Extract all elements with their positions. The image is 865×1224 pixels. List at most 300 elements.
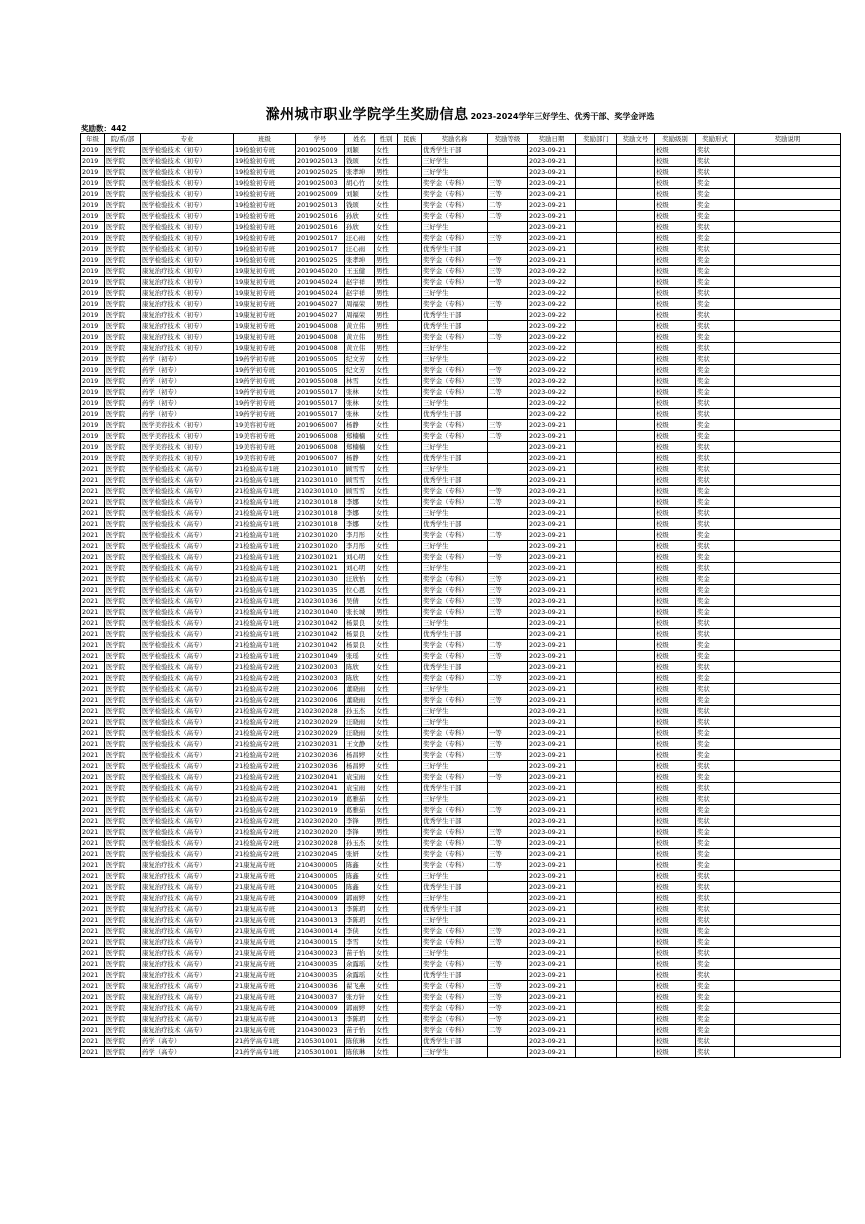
- cell-award-name: 奖学金（专科）: [422, 1014, 488, 1025]
- cell-award-tier: 校级: [655, 211, 696, 222]
- cell-award-level: [488, 717, 528, 728]
- cell-class: 21检验高专2班: [234, 783, 296, 794]
- cell-major: 康复治疗技术（初专）: [141, 299, 234, 310]
- cell-name: 位心恩: [345, 585, 375, 596]
- cell-major: 医学检验技术（高专）: [141, 486, 234, 497]
- cell-award-doc-no: [617, 288, 655, 299]
- cell-gender: 女性: [375, 1003, 398, 1014]
- cell-gender: 女性: [375, 222, 398, 233]
- cell-ethnicity: [398, 189, 422, 200]
- cell-ethnicity: [398, 387, 422, 398]
- cell-award-doc-no: [617, 805, 655, 816]
- cell-gender: 女性: [375, 519, 398, 530]
- cell-award-name: 奖学金（专科）: [422, 486, 488, 497]
- cell-name: 胡心竹: [345, 178, 375, 189]
- cell-ethnicity: [398, 849, 422, 860]
- cell-gender: 男性: [375, 167, 398, 178]
- table-row: [81, 354, 841, 365]
- cell-award-form: 奖金: [696, 827, 735, 838]
- cell-award-tier: 校级: [655, 827, 696, 838]
- cell-award-department: [576, 453, 617, 464]
- table-row: [81, 255, 841, 266]
- cell-award-tier: 校级: [655, 222, 696, 233]
- cell-ethnicity: [398, 838, 422, 849]
- cell-award-note: [735, 145, 841, 156]
- cell-award-note: [735, 695, 841, 706]
- cell-ethnicity: [398, 145, 422, 156]
- column-header-grade: 年级: [81, 134, 105, 145]
- cell-name: 孙欣: [345, 211, 375, 222]
- cell-major: 医学检验技术（高专）: [141, 475, 234, 486]
- table-row: [81, 200, 841, 211]
- cell-award-form: 奖状: [696, 717, 735, 728]
- cell-award-tier: 校级: [655, 1003, 696, 1014]
- cell-award-department: [576, 827, 617, 838]
- cell-award-note: [735, 376, 841, 387]
- cell-department: 医学院: [105, 838, 141, 849]
- cell-gender: 女性: [375, 420, 398, 431]
- cell-grade: 2021: [81, 992, 105, 1003]
- cell-award-tier: 校级: [655, 849, 696, 860]
- cell-ethnicity: [398, 772, 422, 783]
- cell-major: 医学检验技术（初专）: [141, 167, 234, 178]
- cell-award-name: 三好学生: [422, 915, 488, 926]
- cell-grade: 2021: [81, 794, 105, 805]
- cell-award-doc-no: [617, 948, 655, 959]
- title-subtitle: 2023-2024学年三好学生、优秀干部、奖学金评选: [470, 112, 655, 121]
- cell-ethnicity: [398, 970, 422, 981]
- cell-award-department: [576, 618, 617, 629]
- cell-student-id: 2104300015: [296, 937, 345, 948]
- column-header-student-id: 学号: [296, 134, 345, 145]
- cell-major: 医学检验技术（高专）: [141, 519, 234, 530]
- cell-award-date: 2023-09-21: [528, 959, 576, 970]
- cell-major: 医学检验技术（高专）: [141, 783, 234, 794]
- table-row: [81, 563, 841, 574]
- cell-student-id: 2102302028: [296, 838, 345, 849]
- cell-award-tier: 校级: [655, 409, 696, 420]
- cell-class: 21检验高专1班: [234, 497, 296, 508]
- cell-major: 医学检验技术（高专）: [141, 761, 234, 772]
- cell-department: 医学院: [105, 915, 141, 926]
- cell-award-doc-no: [617, 431, 655, 442]
- cell-award-date: 2023-09-21: [528, 222, 576, 233]
- cell-award-doc-no: [617, 464, 655, 475]
- cell-student-id: 2102302036: [296, 761, 345, 772]
- cell-award-name: 三好学生: [422, 343, 488, 354]
- cell-name: 汪心雨: [345, 244, 375, 255]
- cell-award-note: [735, 739, 841, 750]
- cell-gender: 女性: [375, 244, 398, 255]
- cell-award-name: 三好学生: [422, 706, 488, 717]
- cell-award-date: 2023-09-21: [528, 717, 576, 728]
- cell-award-date: 2023-09-21: [528, 167, 576, 178]
- cell-grade: 2021: [81, 849, 105, 860]
- cell-gender: 女性: [375, 662, 398, 673]
- cell-name: 李娜: [345, 508, 375, 519]
- cell-name: 黄立伟: [345, 321, 375, 332]
- cell-award-department: [576, 431, 617, 442]
- cell-award-doc-no: [617, 332, 655, 343]
- cell-award-name: 三好学生: [422, 508, 488, 519]
- cell-award-department: [576, 189, 617, 200]
- cell-class: 21检验高专2班: [234, 706, 296, 717]
- cell-award-date: 2023-09-21: [528, 607, 576, 618]
- cell-class: 19康复初专班: [234, 299, 296, 310]
- cell-grade: 2021: [81, 552, 105, 563]
- cell-award-tier: 校级: [655, 618, 696, 629]
- cell-award-level: 二等: [488, 673, 528, 684]
- cell-major: 康复治疗技术（高专）: [141, 915, 234, 926]
- cell-award-doc-no: [617, 926, 655, 937]
- cell-student-id: 2019045024: [296, 277, 345, 288]
- cell-award-tier: 校级: [655, 783, 696, 794]
- cell-major: 康复治疗技术（高专）: [141, 948, 234, 959]
- cell-name: 陈鑫: [345, 882, 375, 893]
- cell-major: 药学（初专）: [141, 365, 234, 376]
- cell-award-name: 优秀学生干部: [422, 662, 488, 673]
- cell-award-department: [576, 596, 617, 607]
- cell-department: 医学院: [105, 1047, 141, 1058]
- cell-award-department: [576, 222, 617, 233]
- cell-name: 王文静: [345, 739, 375, 750]
- cell-major: 医学检验技术（高专）: [141, 596, 234, 607]
- cell-award-level: 二等: [488, 200, 528, 211]
- cell-award-note: [735, 431, 841, 442]
- cell-award-form: 奖金: [696, 255, 735, 266]
- cell-major: 康复治疗技术（高专）: [141, 959, 234, 970]
- table-row: [81, 596, 841, 607]
- cell-award-form: 奖金: [696, 497, 735, 508]
- cell-department: 医学院: [105, 596, 141, 607]
- cell-award-level: [488, 310, 528, 321]
- cell-grade: 2019: [81, 255, 105, 266]
- cell-award-level: 二等: [488, 805, 528, 816]
- cell-name: 黄立伟: [345, 332, 375, 343]
- cell-award-tier: 校级: [655, 530, 696, 541]
- cell-major: 医学检验技术（高专）: [141, 794, 234, 805]
- cell-name: 郭雨婷: [345, 1003, 375, 1014]
- cell-award-date: 2023-09-21: [528, 750, 576, 761]
- cell-award-form: 奖金: [696, 926, 735, 937]
- cell-award-department: [576, 156, 617, 167]
- cell-award-name: 优秀学生干部: [422, 310, 488, 321]
- cell-award-department: [576, 904, 617, 915]
- cell-student-id: 2102301042: [296, 618, 345, 629]
- cell-gender: 女性: [375, 189, 398, 200]
- cell-award-name: 奖学金（专科）: [422, 211, 488, 222]
- cell-award-doc-no: [617, 673, 655, 684]
- cell-grade: 2021: [81, 519, 105, 530]
- cell-gender: 女性: [375, 145, 398, 156]
- cell-gender: 女性: [375, 684, 398, 695]
- cell-award-note: [735, 365, 841, 376]
- cell-award-level: 三等: [488, 739, 528, 750]
- cell-ethnicity: [398, 266, 422, 277]
- cell-award-level: 三等: [488, 574, 528, 585]
- cell-award-name: 奖学金（专科）: [422, 299, 488, 310]
- cell-award-note: [735, 508, 841, 519]
- cell-award-tier: 校级: [655, 937, 696, 948]
- cell-ethnicity: [398, 618, 422, 629]
- table-row: [81, 299, 841, 310]
- cell-award-tier: 校级: [655, 772, 696, 783]
- table-row: [81, 827, 841, 838]
- cell-award-level: 一等: [488, 255, 528, 266]
- cell-name: 张妍: [345, 849, 375, 860]
- table-row: [81, 420, 841, 431]
- cell-class: 21康复高专班: [234, 948, 296, 959]
- cell-student-id: 2104300005: [296, 860, 345, 871]
- cell-department: 医学院: [105, 167, 141, 178]
- cell-award-form: 奖状: [696, 706, 735, 717]
- cell-gender: 女性: [375, 937, 398, 948]
- cell-award-note: [735, 761, 841, 772]
- cell-award-date: 2023-09-21: [528, 431, 576, 442]
- cell-department: 医学院: [105, 266, 141, 277]
- table-row: [81, 926, 841, 937]
- cell-ethnicity: [398, 1025, 422, 1036]
- cell-department: 医学院: [105, 156, 141, 167]
- cell-department: 医学院: [105, 948, 141, 959]
- cell-award-doc-no: [617, 838, 655, 849]
- cell-gender: 男性: [375, 255, 398, 266]
- cell-award-doc-no: [617, 761, 655, 772]
- cell-award-name: 奖学金（专科）: [422, 574, 488, 585]
- cell-name: 王玉健: [345, 266, 375, 277]
- cell-award-department: [576, 640, 617, 651]
- cell-award-doc-no: [617, 783, 655, 794]
- cell-award-department: [576, 332, 617, 343]
- cell-award-form: 奖状: [696, 156, 735, 167]
- cell-award-doc-no: [617, 387, 655, 398]
- cell-award-note: [735, 948, 841, 959]
- cell-award-doc-no: [617, 497, 655, 508]
- cell-class: 21检验高专1班: [234, 596, 296, 607]
- cell-name: 张方针: [345, 992, 375, 1003]
- cell-award-level: 三等: [488, 992, 528, 1003]
- cell-gender: 女性: [375, 618, 398, 629]
- cell-award-department: [576, 464, 617, 475]
- table-row: [81, 1036, 841, 1047]
- table-row: [81, 431, 841, 442]
- cell-award-name: 三好学生: [422, 156, 488, 167]
- table-row: [81, 376, 841, 387]
- cell-award-form: 奖状: [696, 783, 735, 794]
- cell-major: 康复治疗技术（高专）: [141, 1025, 234, 1036]
- cell-award-note: [735, 310, 841, 321]
- cell-award-doc-no: [617, 882, 655, 893]
- table-row: [81, 145, 841, 156]
- cell-major: 医学检验技术（高专）: [141, 805, 234, 816]
- column-header-award-date: 奖励日期: [528, 134, 576, 145]
- cell-award-note: [735, 640, 841, 651]
- cell-student-id: 2102301010: [296, 464, 345, 475]
- cell-grade: 2021: [81, 629, 105, 640]
- cell-class: 19康复初专班: [234, 310, 296, 321]
- cell-award-name: 奖学金（专科）: [422, 959, 488, 970]
- cell-grade: 2021: [81, 750, 105, 761]
- cell-award-level: 三等: [488, 233, 528, 244]
- cell-gender: 女性: [375, 233, 398, 244]
- cell-class: 19康复初专班: [234, 343, 296, 354]
- cell-award-doc-no: [617, 772, 655, 783]
- cell-award-tier: 校级: [655, 992, 696, 1003]
- cell-name: 陈鑫: [345, 871, 375, 882]
- cell-class: 19药学初专班: [234, 409, 296, 420]
- cell-award-form: 奖金: [696, 805, 735, 816]
- cell-ethnicity: [398, 508, 422, 519]
- cell-name: 赵宇祥: [345, 288, 375, 299]
- cell-award-note: [735, 244, 841, 255]
- cell-award-tier: 校级: [655, 178, 696, 189]
- cell-award-doc-no: [617, 706, 655, 717]
- cell-major: 康复治疗技术（高专）: [141, 904, 234, 915]
- cell-gender: 男性: [375, 299, 398, 310]
- cell-award-form: 奖状: [696, 244, 735, 255]
- cell-award-level: 三等: [488, 266, 528, 277]
- cell-department: 医学院: [105, 486, 141, 497]
- cell-award-form: 奖状: [696, 310, 735, 321]
- cell-award-note: [735, 1014, 841, 1025]
- cell-award-note: [735, 827, 841, 838]
- table-row: [81, 849, 841, 860]
- cell-award-name: 奖学金（专科）: [422, 376, 488, 387]
- cell-award-note: [735, 926, 841, 937]
- cell-ethnicity: [398, 255, 422, 266]
- cell-award-department: [576, 684, 617, 695]
- cell-major: 医学检验技术（初专）: [141, 189, 234, 200]
- table-row: [81, 695, 841, 706]
- cell-major: 医学检验技术（高专）: [141, 607, 234, 618]
- cell-award-doc-no: [617, 189, 655, 200]
- cell-award-form: 奖状: [696, 343, 735, 354]
- cell-award-tier: 校级: [655, 332, 696, 343]
- table-row: [81, 706, 841, 717]
- cell-award-doc-no: [617, 398, 655, 409]
- cell-name: 袁宝雨: [345, 783, 375, 794]
- cell-major: 医学检验技术（高专）: [141, 640, 234, 651]
- cell-department: 医学院: [105, 244, 141, 255]
- cell-award-tier: 校级: [655, 915, 696, 926]
- cell-gender: 女性: [375, 563, 398, 574]
- cell-award-date: 2023-09-21: [528, 1025, 576, 1036]
- cell-gender: 女性: [375, 926, 398, 937]
- cell-award-form: 奖金: [696, 640, 735, 651]
- table-row: [81, 310, 841, 321]
- cell-major: 医学检验技术（高专）: [141, 618, 234, 629]
- cell-award-department: [576, 585, 617, 596]
- cell-student-id: 2102302031: [296, 739, 345, 750]
- cell-class: 21检验高专2班: [234, 695, 296, 706]
- table-row: [81, 332, 841, 343]
- cell-award-form: 奖状: [696, 618, 735, 629]
- cell-class: 21康复高专班: [234, 1014, 296, 1025]
- cell-award-department: [576, 783, 617, 794]
- cell-gender: 女性: [375, 772, 398, 783]
- cell-award-name: 奖学金（专科）: [422, 1025, 488, 1036]
- cell-department: 医学院: [105, 354, 141, 365]
- cell-gender: 女性: [375, 156, 398, 167]
- cell-award-date: 2023-09-21: [528, 937, 576, 948]
- cell-student-id: 2102301030: [296, 574, 345, 585]
- cell-major: 医学检验技术（初专）: [141, 222, 234, 233]
- column-header-award-name: 奖励名称: [422, 134, 488, 145]
- cell-award-department: [576, 508, 617, 519]
- cell-ethnicity: [398, 299, 422, 310]
- cell-class: 19药学初专班: [234, 387, 296, 398]
- cell-grade: 2019: [81, 387, 105, 398]
- cell-name: 杨景良: [345, 618, 375, 629]
- cell-award-department: [576, 1014, 617, 1025]
- cell-award-date: 2023-09-22: [528, 277, 576, 288]
- cell-gender: 女性: [375, 376, 398, 387]
- cell-student-id: 2102301021: [296, 552, 345, 563]
- cell-major: 医学检验技术（初专）: [141, 200, 234, 211]
- cell-award-date: 2023-09-21: [528, 827, 576, 838]
- cell-award-tier: 校级: [655, 431, 696, 442]
- cell-gender: 女性: [375, 673, 398, 684]
- cell-ethnicity: [398, 981, 422, 992]
- cell-award-name: 奖学金（专科）: [422, 497, 488, 508]
- cell-award-doc-no: [617, 453, 655, 464]
- cell-award-department: [576, 376, 617, 387]
- cell-gender: 女性: [375, 959, 398, 970]
- cell-class: 19药学初专班: [234, 354, 296, 365]
- cell-name: 汪心雨: [345, 233, 375, 244]
- cell-award-department: [576, 497, 617, 508]
- cell-award-form: 奖金: [696, 1025, 735, 1036]
- cell-department: 医学院: [105, 640, 141, 651]
- cell-ethnicity: [398, 431, 422, 442]
- cell-award-tier: 校级: [655, 475, 696, 486]
- cell-award-doc-no: [617, 145, 655, 156]
- cell-major: 医学检验技术（高专）: [141, 739, 234, 750]
- cell-class: 21检验高专2班: [234, 728, 296, 739]
- cell-award-doc-no: [617, 618, 655, 629]
- cell-award-name: 三好学生: [422, 684, 488, 695]
- cell-class: 21检验高专2班: [234, 838, 296, 849]
- cell-award-level: 三等: [488, 981, 528, 992]
- cell-award-date: 2023-09-21: [528, 926, 576, 937]
- cell-class: 21检验高专2班: [234, 816, 296, 827]
- cell-ethnicity: [398, 904, 422, 915]
- cell-award-form: 奖金: [696, 739, 735, 750]
- cell-award-department: [576, 717, 617, 728]
- table-row: [81, 288, 841, 299]
- cell-department: 医学院: [105, 618, 141, 629]
- cell-award-name: 奖学金（专科）: [422, 607, 488, 618]
- cell-name: 汪晓雨: [345, 717, 375, 728]
- table-row: [81, 541, 841, 552]
- cell-award-doc-no: [617, 739, 655, 750]
- cell-award-name: 三好学生: [422, 1047, 488, 1058]
- cell-award-note: [735, 343, 841, 354]
- cell-award-form: 奖金: [696, 178, 735, 189]
- cell-award-date: 2023-09-21: [528, 189, 576, 200]
- cell-gender: 女性: [375, 970, 398, 981]
- cell-student-id: 2102301010: [296, 475, 345, 486]
- document-title: [80, 104, 840, 122]
- cell-award-tier: 校级: [655, 1036, 696, 1047]
- cell-ethnicity: [398, 882, 422, 893]
- cell-award-form: 奖金: [696, 233, 735, 244]
- cell-award-department: [576, 530, 617, 541]
- cell-award-level: 二等: [488, 431, 528, 442]
- cell-ethnicity: [398, 167, 422, 178]
- cell-award-name: 优秀学生干部: [422, 519, 488, 530]
- table-row: [81, 189, 841, 200]
